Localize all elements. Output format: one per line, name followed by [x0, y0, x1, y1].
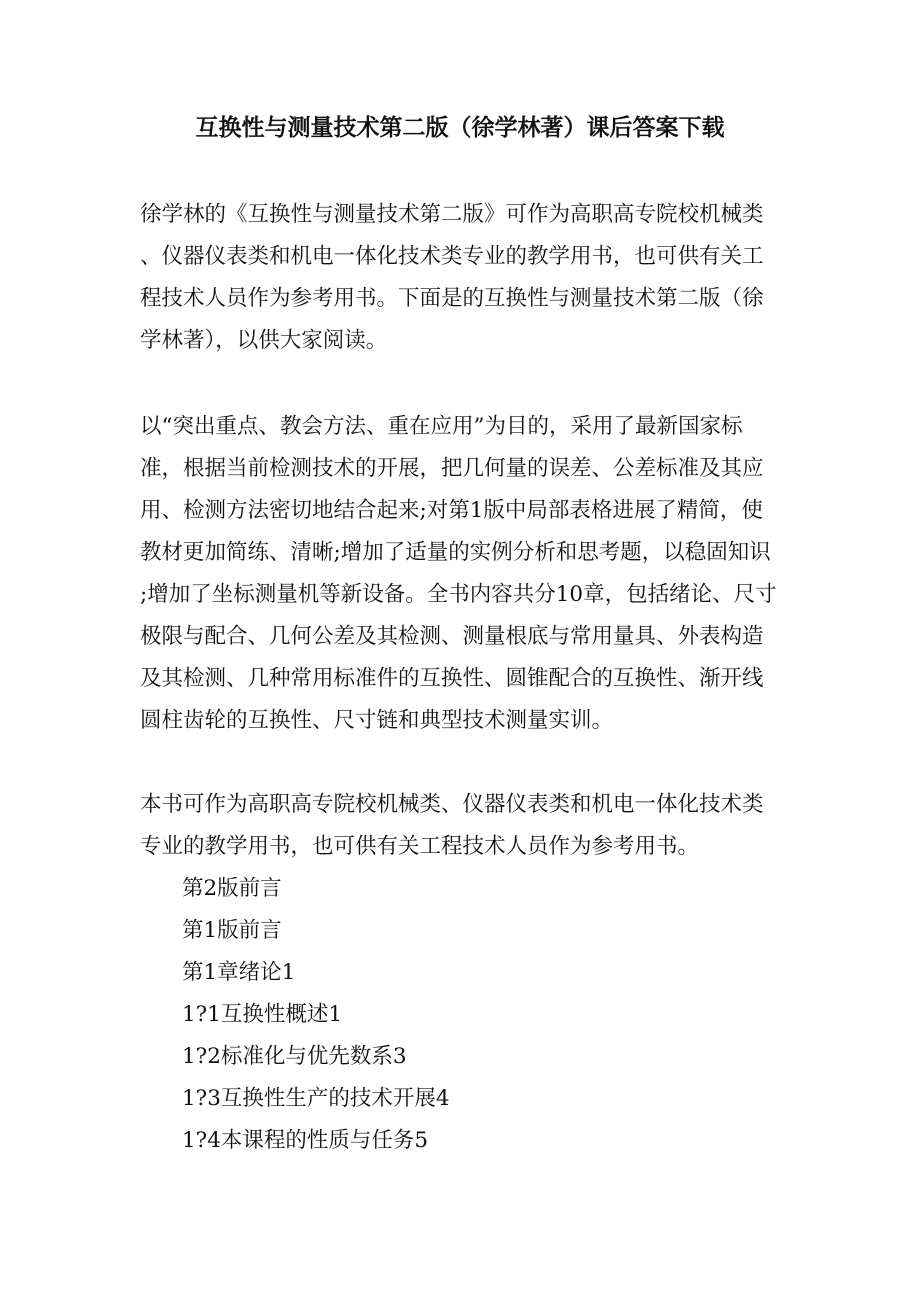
text-line: 圆柱齿轮的互换性、尺寸链和典型技术测量实训。 — [140, 708, 614, 733]
toc-item: 1?4本课程的性质与任务5 — [182, 1128, 429, 1153]
text-line: ;增加了坐标测量机等新设备。全书内容共分10章，包括绪论、尺寸 — [140, 582, 777, 607]
text-line: 用、检测方法密切地结合起来;对第1版中局部表格进展了精简，使 — [140, 498, 763, 523]
text-line: 、仪器仪表类和机电一体化技术类专业的教学用书，也可供有关工 — [140, 244, 764, 269]
toc-item: 第1章绪论1 — [182, 960, 296, 985]
text-line: 极限与配合、几何公差及其检测、测量根底与常用量具、外表构造 — [140, 624, 764, 649]
description-paragraph — [140, 406, 800, 742]
text-line: 程技术人员作为参考用书。下面是的互换性与测量技术第二版（徐 — [140, 286, 764, 311]
toc-item: 第2版前言 — [182, 876, 282, 901]
toc-item: 1?3互换性生产的技术开展4 — [182, 1086, 450, 1111]
toc-item: 1?1互换性概述1 — [182, 1002, 343, 1027]
text-line: 及其检测、几种常用标准件的互换性、圆锥配合的互换性、渐开线 — [140, 666, 764, 691]
document-title: 互换性与测量技术第二版（徐学林著）课后答案下载 — [195, 114, 725, 141]
audience-paragraph — [140, 784, 800, 868]
text-line: 以“突出重点、教会方法、重在应用”为目的，采用了最新国家标 — [140, 414, 743, 439]
text-line: 教材更加简练、清晰;增加了适量的实例分析和思考题，以稳固知识 — [140, 540, 771, 565]
toc-item: 1?2标准化与优先数系3 — [182, 1044, 407, 1069]
table-of-contents — [182, 868, 842, 1162]
text-line: 准，根据当前检测技术的开展，把几何量的误差、公差标准及其应 — [140, 456, 764, 481]
intro-paragraph — [140, 194, 800, 362]
text-line: 学林著），以供大家阅读。 — [140, 328, 388, 353]
text-line: 徐学林的《互换性与测量技术第二版》可作为高职高专院校机械类 — [140, 202, 764, 227]
toc-item: 第1版前言 — [182, 918, 282, 943]
text-line: 本书可作为高职高专院校机械类、仪器仪表类和机电一体化技术类 — [140, 792, 764, 817]
text-line: 专业的教学用书，也可供有关工程技术人员作为参考用书。 — [140, 834, 700, 859]
